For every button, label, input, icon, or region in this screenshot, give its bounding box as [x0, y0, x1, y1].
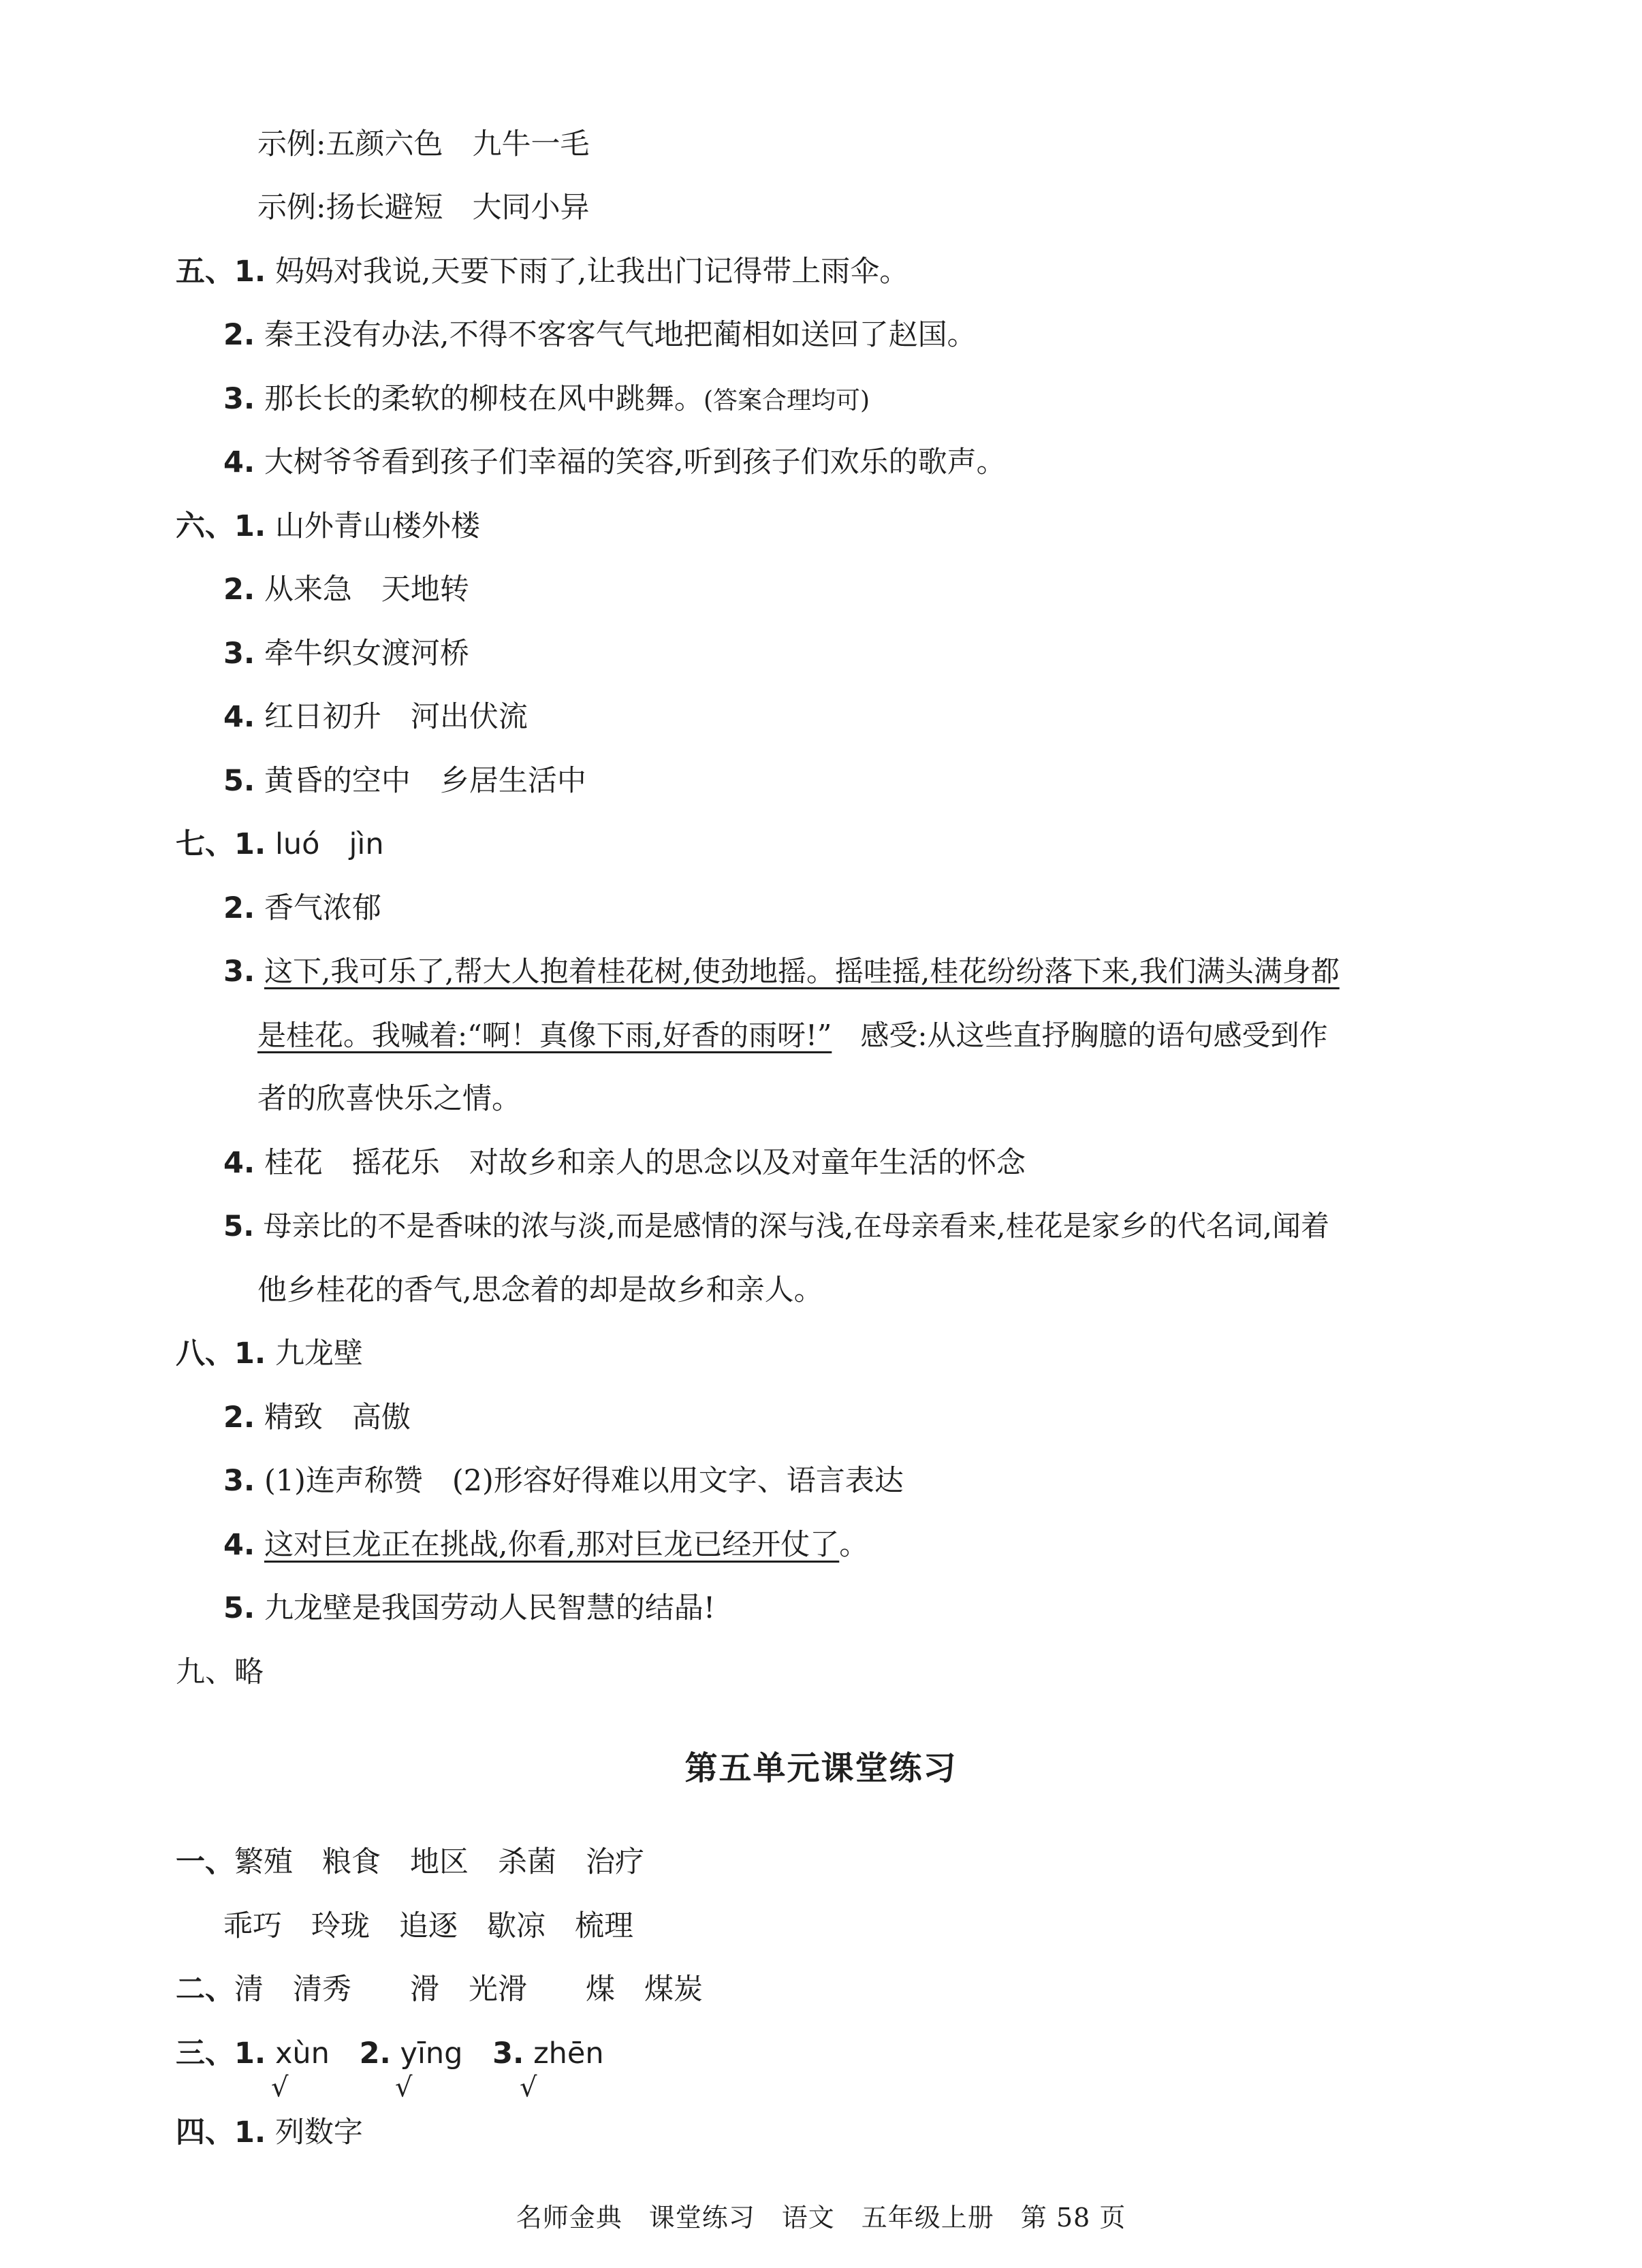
question-number: 八、1. [176, 1337, 266, 1371]
pinyin-answer: luó jìn [274, 827, 384, 861]
answer-text: 山外青山楼外楼 [274, 509, 480, 543]
page-footer: 名师金典 课堂练习 语文 五年级上册 第 58 页 [516, 2203, 1126, 2233]
answer-text: 繁殖 粮食 地区 杀菌 治疗 [234, 1845, 644, 1879]
question-number: 二、 [176, 1972, 234, 2007]
question-number: 4. [223, 1146, 255, 1180]
answer-text: 九龙壁 [274, 1337, 363, 1371]
question-number: 七、1. [176, 827, 266, 861]
answer-text: 黄昏的空中 乡居生活中 [264, 764, 586, 798]
u5-answer-1-row-2: 乖巧 玲珑 追逐 歇凉 梳理 [223, 1909, 633, 1943]
example-line-1: 示例:五颜六色 九牛一毛 [257, 127, 590, 161]
pinyin-answer: xùn [274, 2037, 330, 2071]
answer-text: 清 清秀 滑 光滑 煤 煤炭 [234, 1972, 703, 2007]
check-mark-icon: √ [520, 2072, 537, 2103]
answer-5-4 [223, 442, 1006, 483]
answer-text: 秦王没有办法,不得不客客气气地把蔺相如送回了赵国。 [264, 318, 977, 352]
check-mark-icon: √ [395, 2072, 413, 2103]
answer-text: (1)连声称赞 (2)形容好得难以用文字、语言表达 [264, 1464, 904, 1498]
answer-text: 大树爷爷看到孩子们幸福的笑容,听到孩子们欢乐的歌声。 [264, 445, 1006, 479]
answer-text: 列数字 [274, 2115, 363, 2150]
u5-answer-1-row-1 [176, 1842, 644, 1883]
answer-8-2 [223, 1397, 411, 1438]
question-number: 5. [223, 1209, 255, 1243]
question-number: 4. [223, 445, 255, 479]
question-number: 2. [223, 318, 255, 352]
answer-8-3 [223, 1460, 904, 1501]
question-number: 2. [359, 2037, 391, 2071]
answer-note: (答案合理均可) [703, 387, 870, 415]
u5-answer-3 [176, 2033, 604, 2074]
answer-9: 九、略 [176, 1655, 264, 1689]
answer-7-3-line-2 [257, 1015, 1327, 1056]
answer-7-5 [223, 1206, 1329, 1247]
answer-5-1 [176, 251, 909, 292]
question-number: 3. [492, 2037, 524, 2071]
answer-text: 那长长的柔软的柳枝在风中跳舞。 [264, 382, 704, 416]
answer-7-3-line-3: 者的欣喜快乐之情。 [257, 1082, 521, 1116]
answer-text: 。 [839, 1528, 869, 1562]
question-number: 5. [223, 764, 255, 798]
question-number: 一、 [176, 1845, 234, 1879]
underlined-quote: 这对巨龙正在挑战,你看,那对巨龙已经开仗了 [264, 1528, 840, 1562]
question-number: 六、1. [176, 509, 266, 543]
answer-7-3 [223, 951, 1340, 992]
question-number: 3. [223, 637, 255, 671]
question-number: 5. [223, 1591, 255, 1625]
question-number: 3. [223, 1464, 255, 1498]
pinyin-answer: zhēn [533, 2037, 604, 2071]
question-number: 3. [223, 382, 255, 416]
u5-answer-2 [176, 1969, 703, 2010]
underlined-quote: 是桂花。我喊着:“啊！真像下雨,好香的雨呀!” [257, 1019, 832, 1052]
answer-text: 红日初升 河出伏流 [264, 700, 528, 734]
question-number: 3. [223, 955, 255, 989]
answer-8-5 [223, 1588, 715, 1629]
check-mark-icon: √ [271, 2072, 289, 2103]
question-number: 4. [223, 700, 255, 734]
question-number: 2. [223, 891, 255, 925]
answer-text: 桂花 摇花乐 对故乡和亲人的思念以及对童年生活的怀念 [264, 1146, 1026, 1180]
answer-6-1 [176, 506, 480, 547]
underlined-quote: 这下,我可乐了,帮大人抱着桂花树,使劲地摇。摇哇摇,桂花纷纷落下来,我们满头满身都 [264, 955, 1340, 988]
question-number: 4. [223, 1528, 255, 1562]
answer-text: 感受:从这些直抒胸臆的语句感受到作 [832, 1019, 1328, 1052]
answer-text: 香气浓郁 [264, 891, 381, 925]
answer-6-5 [223, 761, 586, 801]
answer-text: 精致 高傲 [264, 1401, 411, 1435]
answer-6-4 [223, 697, 528, 737]
answer-5-2 [223, 315, 977, 355]
question-number: 五、1. [176, 255, 266, 289]
u5-answer-4-1 [176, 2112, 363, 2153]
answer-text: 牵牛织女渡河桥 [264, 637, 469, 671]
answer-5-3 [223, 379, 870, 421]
answer-8-1 [176, 1333, 363, 1374]
unit-title: 第五单元课堂练习 [684, 1749, 958, 1787]
pinyin-answer: yīng [400, 2037, 463, 2071]
answer-text: 九龙壁是我国劳动人民智慧的结晶! [264, 1591, 716, 1625]
answer-text: 母亲比的不是香味的浓与淡,而是感情的深与浅,在母亲看来,桂花是家乡的代名词,闻着 [263, 1209, 1329, 1243]
answer-7-2 [223, 888, 381, 929]
answer-7-1 [176, 824, 384, 865]
answer-6-2 [223, 569, 469, 610]
answer-8-4 [223, 1524, 868, 1565]
answer-7-5-line-2: 他乡桂花的香气,思念着的却是故乡和亲人。 [257, 1273, 823, 1307]
question-number: 四、1. [176, 2115, 266, 2150]
question-number: 三、1. [176, 2037, 266, 2071]
example-line-2: 示例:扬长避短 大同小异 [257, 191, 590, 225]
answer-text: 妈妈对我说,天要下雨了,让我出门记得带上雨伞。 [274, 255, 909, 289]
answer-6-3 [223, 633, 469, 674]
question-number: 2. [223, 573, 255, 607]
question-number: 2. [223, 1401, 255, 1435]
answer-text: 从来急 天地转 [264, 573, 469, 607]
answer-7-4 [223, 1143, 1026, 1183]
